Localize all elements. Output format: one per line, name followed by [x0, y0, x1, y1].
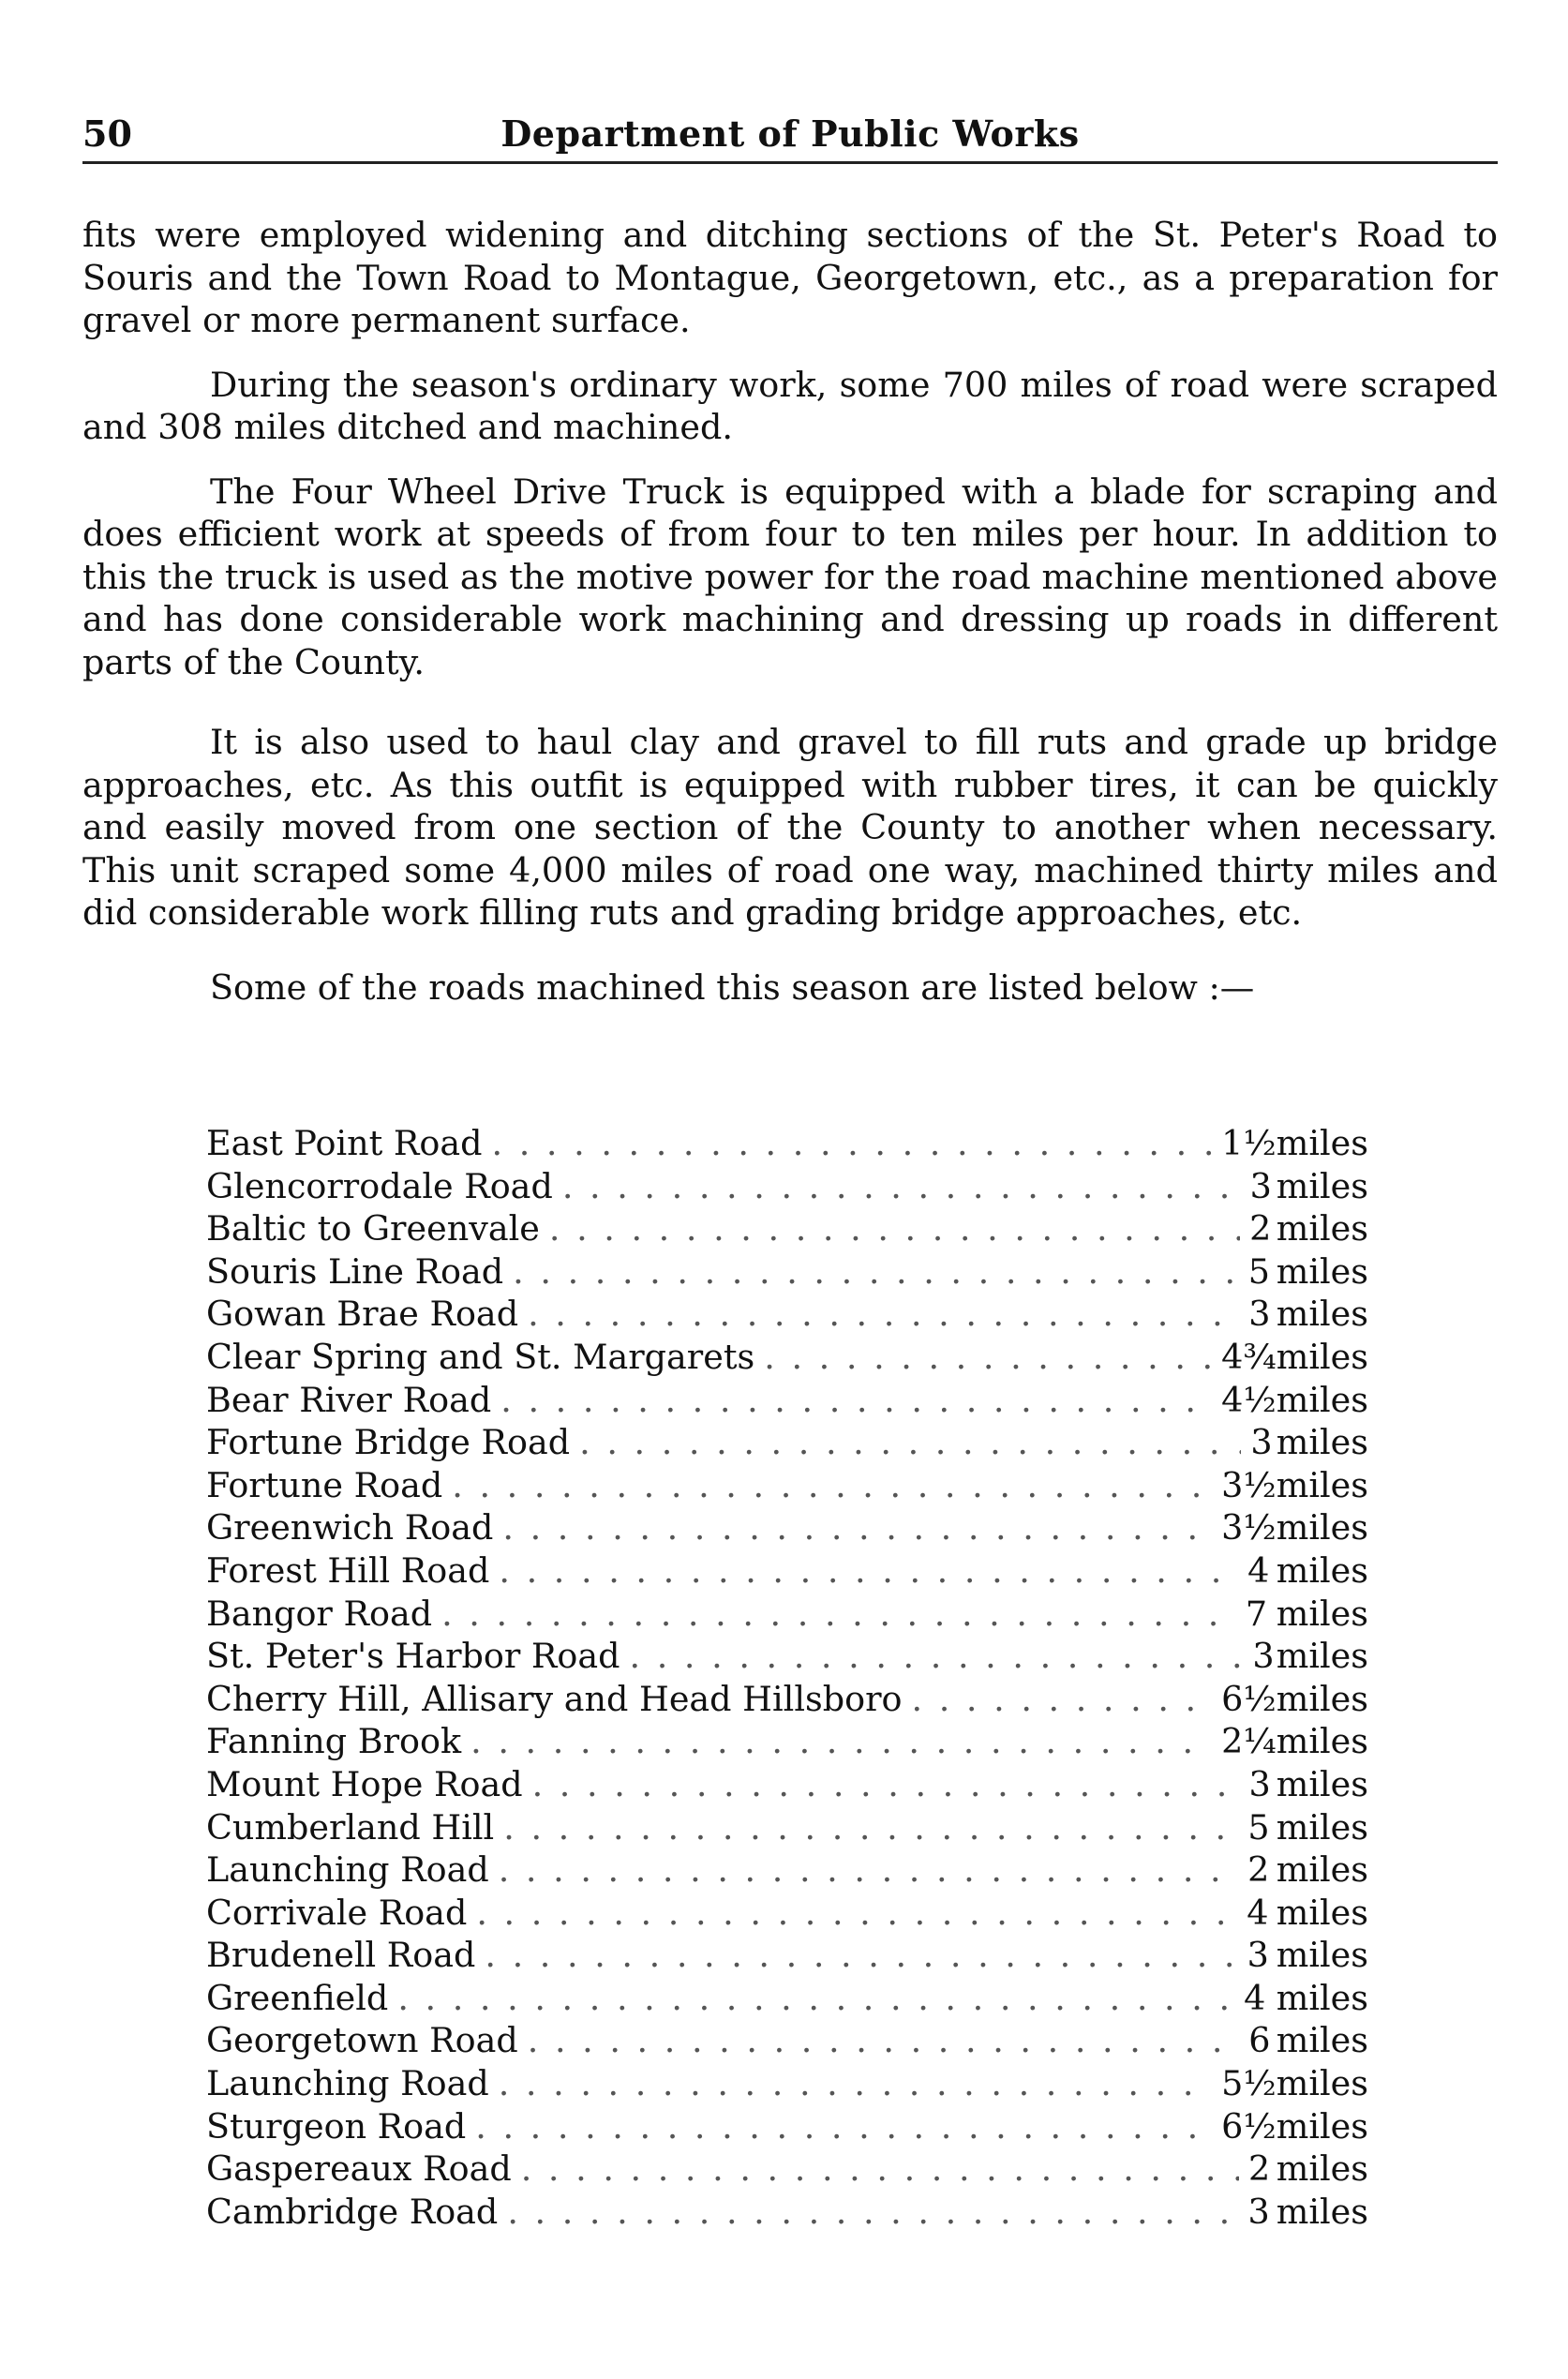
- road-unit: miles: [1276, 1549, 1368, 1591]
- road-name: Souris Line Road: [206, 1250, 504, 1292]
- road-name: Fortune Road: [206, 1464, 443, 1505]
- road-miles: 3: [1247, 1935, 1269, 1976]
- road-unit: miles: [1276, 1294, 1368, 1335]
- page-header: [82, 109, 1498, 164]
- road-name: Brudenell Road: [206, 1935, 476, 1976]
- dot-leader: [528, 2020, 1240, 2060]
- list-item: [206, 1679, 1368, 1722]
- road-name: St. Peter's Harbor Road: [206, 1636, 620, 1677]
- page-number: 50: [82, 112, 132, 155]
- list-item: [206, 1337, 1368, 1380]
- road-name: Launching Road: [206, 2063, 489, 2104]
- road-miles: 3½: [1221, 1464, 1277, 1505]
- road-miles: 4: [1247, 1549, 1270, 1591]
- list-item: [206, 1849, 1368, 1893]
- list-item: [206, 1507, 1368, 1550]
- list-item: [206, 2192, 1368, 2235]
- dot-leader: [562, 1166, 1241, 1206]
- list-item: [206, 1294, 1368, 1337]
- list-item: [206, 1550, 1368, 1593]
- list-item: [206, 1893, 1368, 1936]
- road-miles: 1½: [1221, 1123, 1277, 1163]
- road-unit: miles: [1276, 1678, 1368, 1719]
- dot-leader: [397, 1978, 1234, 2018]
- road-name: Gaspereaux Road: [206, 2148, 512, 2190]
- road-miles: 5: [1247, 1806, 1270, 1848]
- road-miles: 3: [1250, 1422, 1273, 1463]
- dot-leader: [441, 1593, 1236, 1634]
- dot-leader: [579, 1422, 1241, 1462]
- road-unit: miles: [1276, 1763, 1368, 1804]
- dot-leader: [513, 1251, 1239, 1292]
- road-unit: miles: [1276, 2020, 1368, 2061]
- list-item: [206, 2020, 1368, 2063]
- list-item: [206, 2148, 1368, 2192]
- road-miles: 3: [1252, 1636, 1275, 1677]
- road-miles: 5: [1247, 1250, 1270, 1292]
- road-miles: 4½: [1221, 1379, 1277, 1420]
- dot-leader: [764, 1337, 1212, 1377]
- road-unit: miles: [1276, 1464, 1368, 1505]
- road-name: Gowan Brae Road: [206, 1294, 519, 1335]
- road-unit: miles: [1276, 1123, 1368, 1163]
- road-miles: 3: [1248, 1763, 1271, 1804]
- list-item: [206, 1208, 1368, 1251]
- road-name: Greenwich Road: [206, 1507, 494, 1549]
- list-item: [206, 1935, 1368, 1978]
- dot-leader: [502, 1507, 1212, 1548]
- paragraph-four-wheel-drive: The Four Wheel Drive Truck is equipped with a blade for scraping and does efficient work at speeds of from four to ten miles per hour. In addition to this the truck is used as the motive power for the road machine mentioned above and has done considerable work machining and dressing up roads in different parts of the County.: [82, 471, 1498, 682]
- road-miles: 4: [1244, 1977, 1266, 2018]
- road-name: Cherry Hill, Allisary and Head Hillsboro: [206, 1678, 903, 1719]
- list-item: [206, 1422, 1368, 1465]
- road-miles: 2¼: [1221, 1721, 1277, 1762]
- list-item: [206, 1465, 1368, 1508]
- list-item: [206, 1593, 1368, 1637]
- road-unit: miles: [1276, 1379, 1368, 1420]
- road-unit: miles: [1276, 1636, 1368, 1677]
- list-item: [206, 1251, 1368, 1294]
- road-miles: 2: [1249, 1208, 1272, 1249]
- road-name: Cambridge Road: [206, 2191, 499, 2232]
- road-miles: 2: [1248, 2148, 1271, 2190]
- dot-leader: [475, 2106, 1212, 2147]
- road-miles: 3: [1249, 1165, 1272, 1206]
- dot-leader: [476, 1893, 1237, 1933]
- road-unit: miles: [1276, 1721, 1368, 1762]
- list-item: [206, 1166, 1368, 1209]
- road-unit: miles: [1276, 1250, 1368, 1292]
- dot-leader: [528, 1294, 1239, 1334]
- dot-leader: [912, 1679, 1213, 1719]
- dot-leader: [503, 1807, 1238, 1848]
- road-name: Mount Hope Road: [206, 1763, 523, 1804]
- list-item: [206, 1978, 1368, 2021]
- dot-leader: [485, 1935, 1237, 1975]
- road-miles: 3: [1247, 2191, 1270, 2232]
- road-name: East Point Road: [206, 1123, 483, 1163]
- road-unit: miles: [1276, 1977, 1368, 2018]
- road-miles: 3½: [1221, 1507, 1277, 1549]
- road-unit: miles: [1276, 1422, 1368, 1463]
- road-name: Forest Hill Road: [206, 1549, 490, 1591]
- road-miles: 6½: [1221, 2105, 1277, 2147]
- road-unit: miles: [1276, 1892, 1368, 1933]
- list-item: [206, 2063, 1368, 2106]
- road-miles: 5½: [1221, 2063, 1277, 2104]
- road-unit: miles: [1276, 1336, 1368, 1377]
- road-miles: 4: [1247, 1892, 1269, 1933]
- road-unit: miles: [1276, 2148, 1368, 2190]
- road-miles: 3: [1248, 1294, 1271, 1335]
- dot-leader: [507, 2192, 1238, 2232]
- dot-leader: [452, 1465, 1212, 1505]
- dot-leader: [500, 1380, 1212, 1420]
- paragraph-ordinary-work: During the season's ordinary work, some 700 miles of road were scraped and 308 miles ditched and machined.: [82, 364, 1498, 447]
- road-name: Launching Road: [206, 1849, 489, 1891]
- body-text: [82, 214, 1498, 1009]
- dot-leader: [532, 1764, 1240, 1804]
- dot-leader: [470, 1721, 1212, 1761]
- dot-leader: [630, 1636, 1244, 1676]
- list-item: [206, 1764, 1368, 1807]
- dot-leader: [521, 2148, 1239, 2189]
- road-miles: 2: [1247, 1849, 1270, 1891]
- list-item: [206, 1721, 1368, 1764]
- road-unit: miles: [1276, 1165, 1368, 1206]
- road-name: Corrivale Road: [206, 1892, 468, 1933]
- road-miles: 4¾: [1221, 1336, 1277, 1377]
- road-unit: miles: [1276, 1507, 1368, 1549]
- road-miles: 6½: [1221, 1678, 1277, 1719]
- paragraph-continuation: fits were employed widening and ditching sections of the St. Peter's Road to Souris and the Town Road to Montague, Georgetown, etc., as a preparation for gravel or more permanent surface.: [82, 215, 1498, 340]
- list-item: [206, 1123, 1368, 1166]
- dot-leader: [492, 1123, 1213, 1163]
- road-unit: miles: [1276, 1935, 1368, 1976]
- road-name: Bear River Road: [206, 1379, 492, 1420]
- road-name: Glencorrodale Road: [206, 1165, 553, 1206]
- road-name: Fanning Brook: [206, 1721, 462, 1762]
- road-unit: miles: [1276, 1806, 1368, 1848]
- list-item: [206, 1636, 1368, 1679]
- road-miles: 6: [1248, 2020, 1271, 2061]
- road-unit: miles: [1276, 1593, 1368, 1634]
- list-item: [206, 1807, 1368, 1850]
- road-name: Fortune Bridge Road: [206, 1422, 571, 1463]
- dot-leader: [499, 2063, 1212, 2103]
- road-name: Clear Spring and St. Margarets: [206, 1336, 755, 1377]
- dot-leader: [549, 1208, 1240, 1249]
- roads-machined-list: [206, 1123, 1368, 2234]
- road-name: Greenfield: [206, 1977, 389, 2018]
- paragraph-haul-clay: It is also used to haul clay and gravel to fill ruts and grade up bridge approaches, etc. As this outfit is equipped with rubber tires, it can be quickly and easily moved from one section of the County to another when necessary. This unit scraped some 4,000 miles of road one way, machined thirty miles and did considerable work filling ruts and grading bridge approaches, etc.: [82, 722, 1498, 933]
- road-unit: miles: [1276, 2063, 1368, 2104]
- list-item: [206, 1380, 1368, 1423]
- dot-leader: [499, 1849, 1238, 1890]
- road-miles: 7: [1245, 1593, 1268, 1634]
- road-name: Bangor Road: [206, 1593, 433, 1634]
- list-item: [206, 2106, 1368, 2149]
- dot-leader: [499, 1550, 1238, 1591]
- list-intro: Some of the roads machined this season are listed below :—: [210, 966, 1255, 1008]
- road-unit: miles: [1276, 2105, 1368, 2147]
- road-unit: miles: [1276, 1208, 1368, 1249]
- road-unit: miles: [1276, 2191, 1368, 2232]
- road-unit: miles: [1276, 1849, 1368, 1891]
- road-name: Georgetown Road: [206, 2020, 518, 2061]
- road-name: Cumberland Hill: [206, 1806, 495, 1848]
- running-title: Department of Public Works: [500, 112, 1080, 155]
- road-name: Sturgeon Road: [206, 2105, 467, 2147]
- road-name: Baltic to Greenvale: [206, 1208, 540, 1249]
